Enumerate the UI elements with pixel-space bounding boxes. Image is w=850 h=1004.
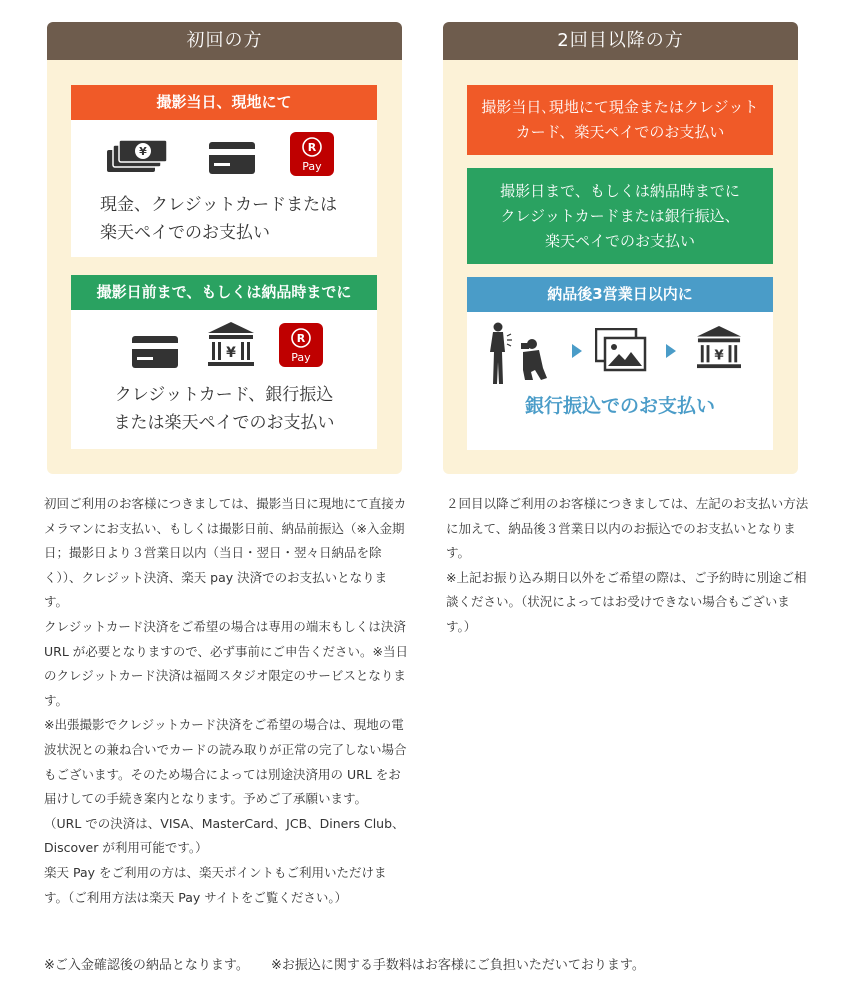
before-delivery-box: 撮影日まで、もしくは納品時までに クレジットカードまたは銀行振込、 楽天ペイでのお支払い [467,168,773,264]
same-day-payment-card [71,85,377,257]
same-day-title: 撮影当日、現地にて [71,85,377,120]
photographer-icon [487,322,549,386]
same-day-box: 撮影当日､現地にて現金またはクレジット カード、楽天ペイでのお支払い [467,85,773,155]
footer-note-delivery: ※ご入金確認後の納品となります。 [44,958,249,973]
same-day-icons [71,132,377,182]
first-time-header: 初回の方 [47,22,402,60]
same-day-text: 現金、クレジットカードまたは 楽天ペイでのお支払い [100,195,338,243]
credit-card-icon [132,336,178,368]
first-time-section [47,22,402,474]
bank-transfer-card [467,277,773,450]
before-shoot-icons [71,322,377,372]
bank-transfer-title: 納品後3営業日以内に [467,277,773,312]
rakuten-pay-icon [279,323,323,367]
repeat-section [443,22,798,474]
arrow-right-icon [572,344,582,358]
svg-text:Pay: Pay [291,351,311,364]
before-shoot-text: クレジットカード、銀行振込 または楽天ペイでのお支払い [113,385,335,433]
cash-icon [107,140,169,174]
svg-text:R: R [296,332,306,345]
svg-text:¥: ¥ [226,345,236,361]
before-shoot-title: 撮影日前まで、もしくは納品時までに [71,275,377,310]
bank-transfer-icons [467,322,773,382]
bank-transfer-text: 銀行振込でのお支払い [524,395,715,417]
svg-text:Pay: Pay [302,160,322,173]
svg-text:¥: ¥ [139,145,147,158]
first-time-note: 初回ご利用のお客様につきましては、撮影当日に現地にて直接カメラマンにお支払い、もしくは撮影日前、納品前振込（※入金期日；撮影日より３営業日以内（当日・翌日・翌々日納品を除く））、クレジット決済、楽天 pay 決済でのお支払いとなります。 クレジットカード決済をご希望の場合は専用の端末もしくは決済 URL が必要となりますので、必ず事前にご申告ください。※当日のクレジットカード決済は福岡スタジオ限定のサービスとなります。 ※出張撮影でクレジットカード決済をご希望の場合は、現地の電波状況との兼ね合いでカードの読み取りが正常の完了しない場合もございます。そのため場合によっては別途決済用の URL をお届けしての手続き案内となります。予めご了承願います。 （URL での決済は、VISA、MasterCard、JCB、Diners Club、Discover が利用可能です。） 楽天 Pay をご利用の方は、楽天ポイントもご利用いただけます。（ご利用方法は楽天 Pay サイトをご覧ください。） [44,496,408,905]
credit-card-icon [209,142,255,174]
repeat-header: 2回目以降の方 [443,22,798,60]
arrow-right-icon [666,344,676,358]
svg-text:R: R [307,141,317,154]
bank-icon [696,326,742,370]
rakuten-pay-icon [290,132,334,176]
repeat-panel [443,60,798,474]
repeat-note: ２回目以降ご利用のお客様につきましては、左記のお支払い方法に加えて、納品後３営業日以内のお振込でのお支払いとなります。 ※上記お振り込み期日以外をご希望の際は、ご予約時に別途ご相談ください。（状況によってはお受けできない場合もございます。） [446,496,809,634]
footer-note-fee: ※お振込に関する手数料はお客様にご負担いただいております。 [271,958,645,973]
photo-icon [595,328,647,372]
svg-text:¥: ¥ [714,348,724,364]
first-time-panel [47,60,402,474]
footer-notes [44,954,645,973]
bank-icon [207,322,255,368]
before-shoot-payment-card [71,275,377,449]
